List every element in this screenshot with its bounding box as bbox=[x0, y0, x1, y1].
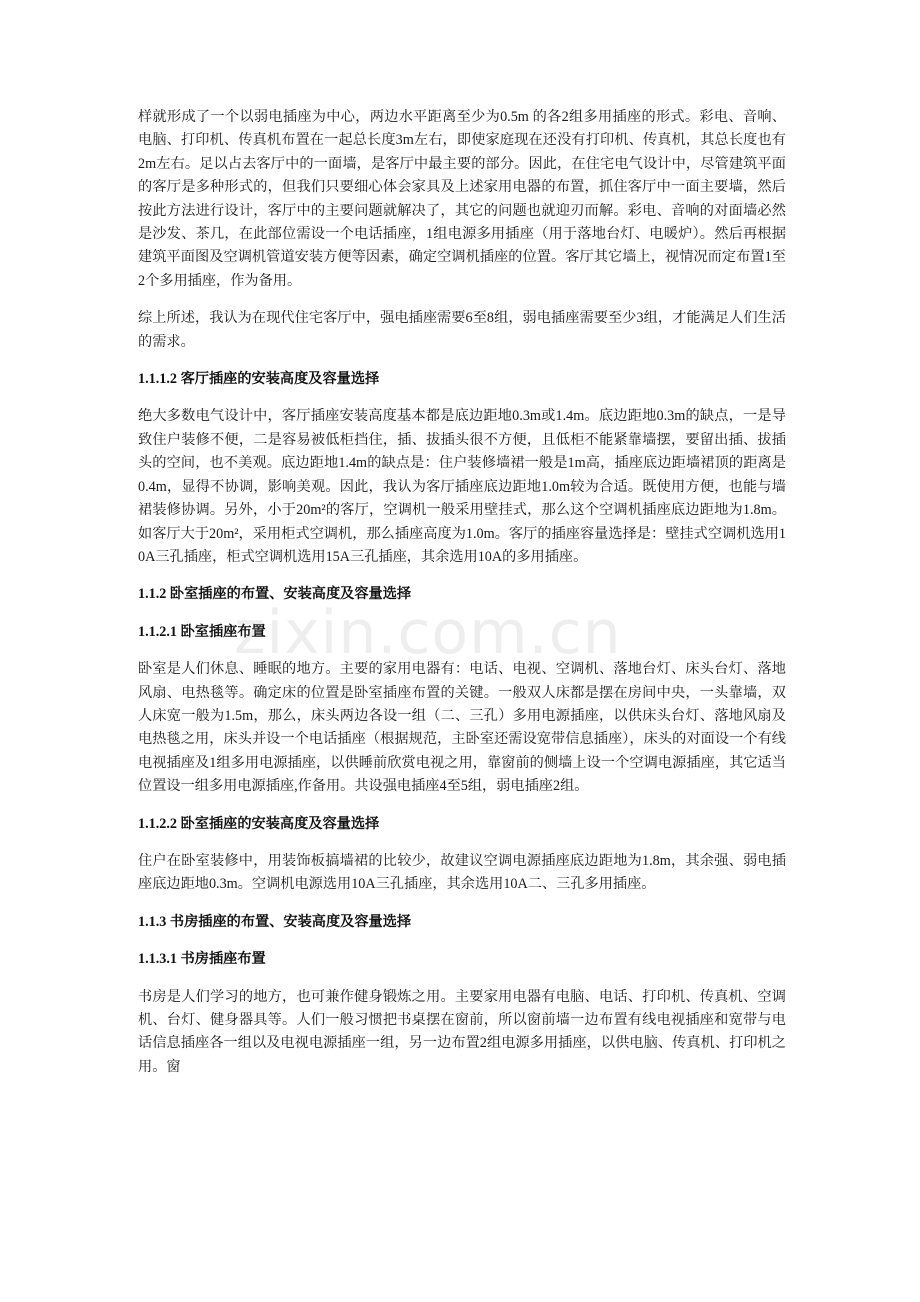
paragraph-bedroom-layout: 卧室是人们休息、睡眠的地方。主要的家用电器有：电话、电视、空调机、落地台灯、床头台灯、落地风扇、电热毯等。确定床的位置是卧室插座布置的关键。一般双人床都是摆在房间中央，一头靠墙，双人床宽一般为1.5m，那么，床头两边各设一组（二、三孔）多用电源插座，以供床头台灯、落地风扇及电热毯之用，床头并设一个电话插座（根据规范，主卧室还需设宽带信息插座），床头的对面设一个有线电视插座及1组多用电源插座，以供睡前欣赏电视之用，靠窗前的侧墙上设一个空调电源插座，其它适当位置设一组多用电源插座,作备用。共设强电插座4至5组，弱电插座2组。 bbox=[138, 661, 786, 795]
heading-1-1-2: 1.1.2 卧室插座的布置、安装高度及容量选择 bbox=[138, 586, 412, 603]
heading-1-1-3: 1.1.3 书房插座的布置、安装高度及容量选择 bbox=[138, 913, 412, 930]
document-body bbox=[138, 106, 786, 1093]
heading-1-1-1-2: 1.1.1.2 客厅插座的安装高度及容量选择 bbox=[138, 371, 380, 388]
paragraph-study-layout: 书房是人们学习的地方，也可兼作健身锻炼之用。主要家用电器有电脑、电话、打印机、传真机、空调机、台灯、健身器具等。人们一般习惯把书桌摆在窗前，所以窗前墙一边布置有线电视插座和宽带与电话信息插座各一组以及电视电源插座一组，另一边布置2组电源多用插座，以供电脑、传真机、打印机之用。窗 bbox=[138, 988, 786, 1075]
paragraph-summary: 综上所述，我认为在现代住宅客厅中，强电插座需要6至8组，弱电插座需要至少3组，才能满足人们生活的需求。 bbox=[138, 310, 786, 350]
paragraph-living-room-layout: 样就形成了一个以弱电插座为中心，两边水平距离至少为0.5m 的各2组多用插座的形式。彩电、音响、电脑、打印机、传真机布置在一起总长度3m左右，即使家庭现在还没有打印机、传真机，其总长度也有2m左右。足以占去客厅中的一面墙，是客厅中最主要的部分。因此，在住宅电气设计中，尽管建筑平面的客厅是多种形式的，但我们只要细心体会家具及上述家用电器的布置，抓住客厅中一面主要墙，然后按此方法进行设计，客厅中的主要问题就解决了，其它的问题也就迎刃而解。彩电、音响的对面墙必然是沙发、茶几，在此部位需设一个电话插座，1组电源多用插座（用于落地台灯、电暖炉）。然后再根据建筑平面图及空调机管道安装方便等因素，确定空调机插座的位置。客厅其它墙上，视情况而定布置1至2个多用插座，作为备用。 bbox=[138, 109, 786, 289]
heading-1-1-2-2: 1.1.2.2 卧室插座的安装高度及容量选择 bbox=[138, 815, 380, 832]
heading-1-1-3-1: 1.1.3.1 书房插座布置 bbox=[138, 951, 266, 968]
paragraph-bedroom-height: 住户在卧室装修中，用装饰板搞墙裙的比较少，故建议空调电源插座底边距地为1.8m，其余强、弱电插座底边距地0.3m。空调机电源选用10A三孔插座，其余选用10A二、三孔多用插座。 bbox=[138, 852, 786, 893]
watermark: zixin.com.cn bbox=[234, 598, 622, 668]
heading-1-1-2-1: 1.1.2.1 卧室插座布置 bbox=[138, 623, 266, 640]
paragraph-living-room-height: 绝大多数电气设计中，客厅插座安装高度基本都是底边距地0.3m或1.4m。底边距地0.3m的缺点，一是导致住户装修不便，二是容易被低柜挡住，插、拔插头很不方便，且低柜不能紧靠墙摆，要留出插、拔插头的空间，也不美观。底边距地1.4m的缺点是：住户装修墙裙一般是1m高，插座底边距墙裙顶的距离是0.4m，显得不协调，影响美观。因此，我认为客厅插座底边距地1.0m较为合适。既使用方便，也能与墙裙装修协调。另外，小于20m²的客厅，空调机一般采用壁挂式，那么这个空调机插座底边距地为1.8m。如客厅大于20m²，采用柜式空调机，那么插座高度为1.0m。客厅的插座容量选择是：壁挂式空调机选用10A三孔插座，柜式空调机选用15A三孔插座，其余选用10A的多用插座。 bbox=[138, 408, 786, 565]
